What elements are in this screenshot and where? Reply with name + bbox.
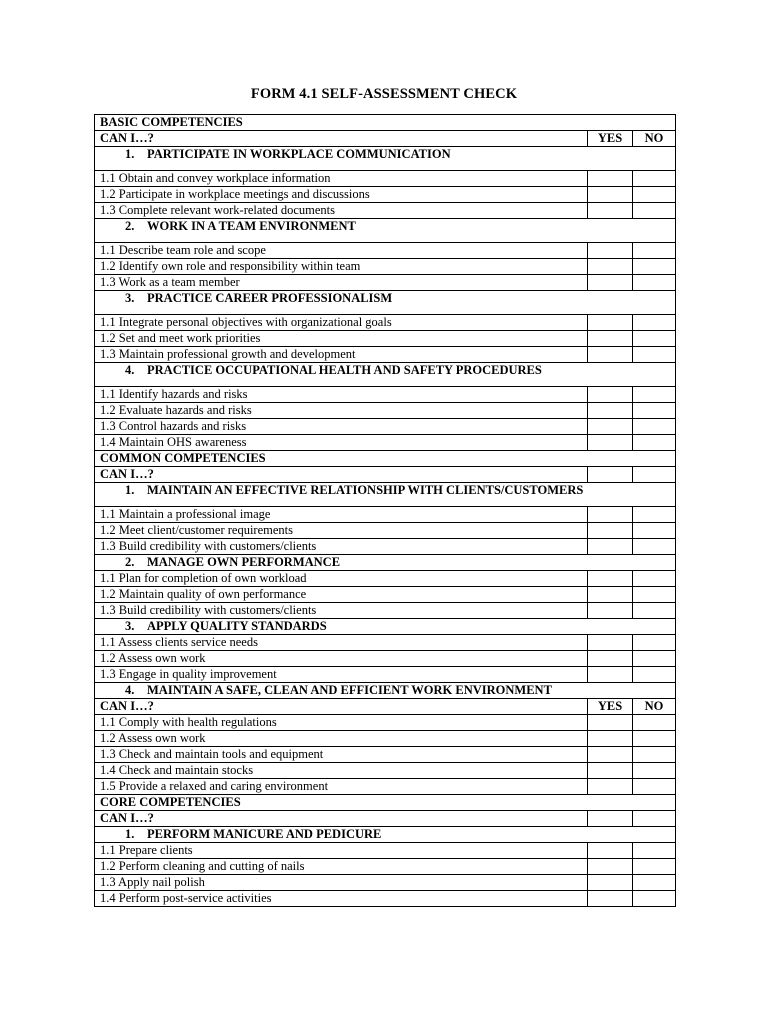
unit-section-row: [95, 483, 676, 507]
checklist-item-row: [95, 259, 676, 275]
no-checkbox-cell[interactable]: [633, 419, 676, 435]
checklist-item-row: [95, 507, 676, 523]
unit-title-text: MAINTAIN A SAFE, CLEAN AND EFFICIENT WORK ENVIRONMENT: [147, 683, 552, 697]
competency-heading: BASIC COMPETENCIES: [95, 115, 676, 131]
can-i-row: [95, 131, 676, 147]
no-checkbox-cell[interactable]: [633, 747, 676, 763]
competency-heading-row: [95, 451, 676, 467]
yes-checkbox-cell[interactable]: [588, 571, 633, 587]
unit-number: 4.: [125, 683, 135, 697]
checklist-item-row: [95, 347, 676, 363]
no-checkbox-cell[interactable]: [633, 779, 676, 795]
can-i-label: CAN I…?: [95, 811, 588, 827]
no-checkbox-cell[interactable]: [633, 187, 676, 203]
checklist-item-label: 1.2 Participate in workplace meetings and discussions: [95, 187, 588, 203]
checklist-item-row: [95, 779, 676, 795]
checklist-item-label: 1.1 Comply with health regulations: [95, 715, 588, 731]
yes-checkbox-cell[interactable]: [588, 763, 633, 779]
unit-number: 2.: [125, 555, 135, 569]
checklist-item-label: 1.1 Identify hazards and risks: [95, 387, 588, 403]
yes-checkbox-cell[interactable]: [588, 603, 633, 619]
unit-section-title: [95, 363, 676, 387]
no-checkbox-cell[interactable]: [633, 843, 676, 859]
no-checkbox-cell[interactable]: [633, 651, 676, 667]
checklist-item-row: [95, 731, 676, 747]
unit-section-row: [95, 555, 676, 571]
no-checkbox-cell[interactable]: [633, 587, 676, 603]
yes-column-header: [588, 467, 633, 483]
checklist-item-label: 1.1 Maintain a professional image: [95, 507, 588, 523]
yes-checkbox-cell[interactable]: [588, 259, 633, 275]
unit-section-row: [95, 827, 676, 843]
unit-number: 3.: [125, 619, 135, 633]
no-checkbox-cell[interactable]: [633, 763, 676, 779]
checklist-item-label: 1.2 Meet client/customer requirements: [95, 523, 588, 539]
no-checkbox-cell[interactable]: [633, 635, 676, 651]
yes-checkbox-cell[interactable]: [588, 523, 633, 539]
yes-checkbox-cell[interactable]: [588, 331, 633, 347]
yes-checkbox-cell[interactable]: [588, 347, 633, 363]
checklist-item-row: [95, 171, 676, 187]
no-column-header: [633, 811, 676, 827]
no-checkbox-cell[interactable]: [633, 603, 676, 619]
checklist-item-label: 1.3 Maintain professional growth and development: [95, 347, 588, 363]
yes-checkbox-cell[interactable]: [588, 635, 633, 651]
checklist-item-row: [95, 891, 676, 907]
checklist-item-row: [95, 331, 676, 347]
yes-checkbox-cell[interactable]: [588, 243, 633, 259]
no-checkbox-cell[interactable]: [633, 715, 676, 731]
yes-checkbox-cell[interactable]: [588, 843, 633, 859]
checklist-item-row: [95, 635, 676, 651]
unit-number: 1.: [125, 827, 135, 841]
yes-checkbox-cell[interactable]: [588, 507, 633, 523]
no-checkbox-cell[interactable]: [633, 539, 676, 555]
unit-title-text: MAINTAIN AN EFFECTIVE RELATIONSHIP WITH CLIENTS/CUSTOMERS: [147, 483, 584, 497]
table-body: [95, 115, 676, 907]
unit-section-title: [95, 827, 676, 843]
unit-section-row: [95, 683, 676, 699]
checklist-item-row: [95, 715, 676, 731]
checklist-item-label: 1.1 Integrate personal objectives with organizational goals: [95, 315, 588, 331]
unit-section-title: [95, 483, 676, 507]
yes-checkbox-cell[interactable]: [588, 747, 633, 763]
unit-section-row: [95, 147, 676, 171]
no-checkbox-cell[interactable]: [633, 731, 676, 747]
yes-checkbox-cell[interactable]: [588, 435, 633, 451]
unit-title-text: PARTICIPATE IN WORKPLACE COMMUNICATION: [147, 147, 451, 161]
checklist-item-label: 1.1 Prepare clients: [95, 843, 588, 859]
checklist-item-row: [95, 243, 676, 259]
yes-checkbox-cell[interactable]: [588, 387, 633, 403]
yes-checkbox-cell[interactable]: [588, 779, 633, 795]
unit-section-row: [95, 363, 676, 387]
unit-number: 1.: [125, 147, 135, 161]
can-i-row: [95, 467, 676, 483]
checklist-item-label: 1.2 Set and meet work priorities: [95, 331, 588, 347]
no-checkbox-cell[interactable]: [633, 331, 676, 347]
unit-title-text: PRACTICE OCCUPATIONAL HEALTH AND SAFETY PROCEDURES: [147, 363, 542, 377]
unit-section-title: [95, 147, 676, 171]
competency-heading: CORE COMPETENCIES: [95, 795, 676, 811]
no-column-header: [633, 467, 676, 483]
unit-section-row: [95, 291, 676, 315]
can-i-label: CAN I…?: [95, 467, 588, 483]
checklist-item-row: [95, 875, 676, 891]
no-checkbox-cell[interactable]: [633, 203, 676, 219]
checklist-item-label: 1.4 Check and maintain stocks: [95, 763, 588, 779]
checklist-item-label: 1.1 Assess clients service needs: [95, 635, 588, 651]
checklist-item-label: 1.3 Build credibility with customers/clients: [95, 539, 588, 555]
unit-section-row: [95, 219, 676, 243]
no-checkbox-cell[interactable]: [633, 507, 676, 523]
competency-heading: COMMON COMPETENCIES: [95, 451, 676, 467]
unit-number: 4.: [125, 363, 135, 377]
checklist-item-row: [95, 651, 676, 667]
checklist-item-label: 1.3 Apply nail polish: [95, 875, 588, 891]
can-i-label: CAN I…?: [95, 131, 588, 147]
unit-number: 1.: [125, 483, 135, 497]
yes-checkbox-cell[interactable]: [588, 419, 633, 435]
yes-checkbox-cell[interactable]: [588, 187, 633, 203]
checklist-item-row: [95, 859, 676, 875]
yes-checkbox-cell[interactable]: [588, 891, 633, 907]
checklist-item-row: [95, 523, 676, 539]
checklist-item-row: [95, 403, 676, 419]
yes-checkbox-cell[interactable]: [588, 715, 633, 731]
checklist-item-label: 1.2 Assess own work: [95, 731, 588, 747]
unit-section-row: [95, 619, 676, 635]
yes-checkbox-cell[interactable]: [588, 587, 633, 603]
unit-title-text: APPLY QUALITY STANDARDS: [147, 619, 327, 633]
competency-heading-row: [95, 795, 676, 811]
checklist-item-row: [95, 571, 676, 587]
yes-column-header: [588, 811, 633, 827]
unit-title-text: PERFORM MANICURE AND PEDICURE: [147, 827, 382, 841]
checklist-item-label: 1.2 Identify own role and responsibility within team: [95, 259, 588, 275]
yes-checkbox-cell[interactable]: [588, 275, 633, 291]
yes-checkbox-cell[interactable]: [588, 859, 633, 875]
unit-title-text: WORK IN A TEAM ENVIRONMENT: [147, 219, 356, 233]
checklist-item-row: [95, 843, 676, 859]
form-title: FORM 4.1 SELF-ASSESSMENT CHECK: [250, 86, 518, 102]
checklist-item-row: [95, 187, 676, 203]
checklist-item-label: 1.4 Maintain OHS awareness: [95, 435, 588, 451]
unit-section-title: [95, 291, 676, 315]
checklist-item-row: [95, 603, 676, 619]
checklist-item-row: [95, 435, 676, 451]
can-i-row: [95, 811, 676, 827]
checklist-item-label: 1.5 Provide a relaxed and caring environment: [95, 779, 588, 795]
checklist-item-row: [95, 275, 676, 291]
checklist-item-label: 1.1 Obtain and convey workplace information: [95, 171, 588, 187]
unit-section-title: [95, 683, 676, 699]
no-checkbox-cell[interactable]: [633, 387, 676, 403]
no-checkbox-cell[interactable]: [633, 891, 676, 907]
checklist-item-row: [95, 387, 676, 403]
yes-checkbox-cell[interactable]: [588, 667, 633, 683]
self-assessment-table: [94, 114, 676, 907]
unit-number: 3.: [125, 291, 135, 305]
checklist-item-row: [95, 315, 676, 331]
yes-checkbox-cell[interactable]: [588, 875, 633, 891]
checklist-item-label: 1.4 Perform post-service activities: [95, 891, 588, 907]
yes-checkbox-cell[interactable]: [588, 315, 633, 331]
checklist-item-label: 1.3 Build credibility with customers/clients: [95, 603, 588, 619]
yes-checkbox-cell[interactable]: [588, 171, 633, 187]
no-checkbox-cell[interactable]: [633, 259, 676, 275]
checklist-item-label: 1.2 Perform cleaning and cutting of nails: [95, 859, 588, 875]
checklist-item-row: [95, 763, 676, 779]
checklist-item-label: 1.3 Control hazards and risks: [95, 419, 588, 435]
unit-title-text: MANAGE OWN PERFORMANCE: [147, 555, 341, 569]
checklist-item-row: [95, 539, 676, 555]
unit-section-title: [95, 219, 676, 243]
unit-section-title: [95, 555, 676, 571]
no-checkbox-cell[interactable]: [633, 243, 676, 259]
no-column-header: NO: [633, 131, 676, 147]
checklist-item-row: [95, 203, 676, 219]
checklist-item-label: 1.1 Describe team role and scope: [95, 243, 588, 259]
checklist-item-row: [95, 419, 676, 435]
no-checkbox-cell[interactable]: [633, 667, 676, 683]
yes-column-header: YES: [588, 699, 633, 715]
yes-checkbox-cell[interactable]: [588, 403, 633, 419]
no-checkbox-cell[interactable]: [633, 315, 676, 331]
unit-section-title: [95, 619, 676, 635]
no-checkbox-cell[interactable]: [633, 859, 676, 875]
no-checkbox-cell[interactable]: [633, 875, 676, 891]
checklist-item-label: 1.3 Engage in quality improvement: [95, 667, 588, 683]
checklist-item-row: [95, 587, 676, 603]
checklist-item-label: 1.2 Evaluate hazards and risks: [95, 403, 588, 419]
checklist-item-label: 1.2 Assess own work: [95, 651, 588, 667]
yes-checkbox-cell[interactable]: [588, 731, 633, 747]
no-checkbox-cell[interactable]: [633, 523, 676, 539]
yes-column-header: YES: [588, 131, 633, 147]
checklist-item-label: 1.2 Maintain quality of own performance: [95, 587, 588, 603]
checklist-item-label: 1.3 Complete relevant work-related documents: [95, 203, 588, 219]
yes-checkbox-cell[interactable]: [588, 203, 633, 219]
can-i-label: CAN I…?: [95, 699, 588, 715]
no-checkbox-cell[interactable]: [633, 275, 676, 291]
no-checkbox-cell[interactable]: [633, 347, 676, 363]
no-checkbox-cell[interactable]: [633, 435, 676, 451]
unit-number: 2.: [125, 219, 135, 233]
no-checkbox-cell[interactable]: [633, 403, 676, 419]
competency-heading-row: [95, 115, 676, 131]
yes-checkbox-cell[interactable]: [588, 539, 633, 555]
no-checkbox-cell[interactable]: [633, 171, 676, 187]
unit-title-text: PRACTICE CAREER PROFESSIONALISM: [147, 291, 393, 305]
checklist-item-row: [95, 747, 676, 763]
checklist-item-label: 1.3 Check and maintain tools and equipment: [95, 747, 588, 763]
no-column-header: NO: [633, 699, 676, 715]
checklist-item-label: 1.3 Work as a team member: [95, 275, 588, 291]
checklist-item-row: [95, 667, 676, 683]
no-checkbox-cell[interactable]: [633, 571, 676, 587]
checklist-item-label: 1.1 Plan for completion of own workload: [95, 571, 588, 587]
yes-checkbox-cell[interactable]: [588, 651, 633, 667]
can-i-row: [95, 699, 676, 715]
